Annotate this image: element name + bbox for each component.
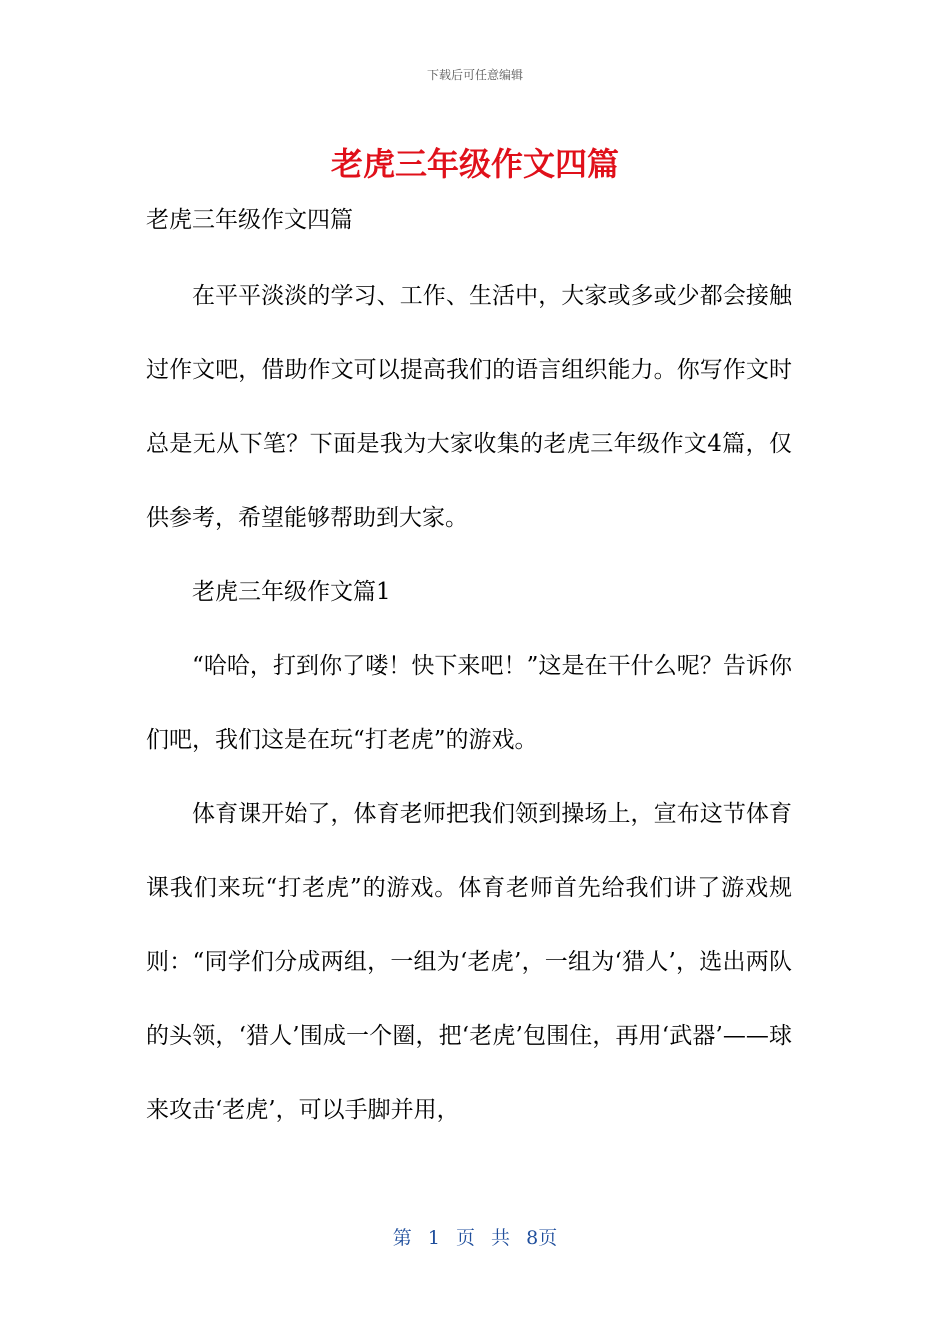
footer-prefix: 第: [392, 1227, 412, 1249]
footer-current-page: 1: [427, 1227, 440, 1249]
footer-total-word: 共: [491, 1227, 511, 1249]
paragraph: 体育课开始了，体育老师把我们领到操场上，宣布这节体育课我们来玩“打老虎”的游戏。体育老师首先给我们讲了游戏规则：“同学们分成两组，一组为‘老虎’，一组为‘猎人’，选出两队的头领，‘猎人’围成一个圈，把‘老虎’包围住，再用‘武器’——球来攻击‘老虎’，可以手脚并用，: [146, 801, 792, 1123]
page-number-footer: [0, 1224, 950, 1252]
section-heading: 老虎三年级作文篇1: [192, 579, 391, 605]
document-title: 老虎三年级作文四篇: [330, 145, 619, 183]
paragraph: “哈哈，打到你了喽！快下来吧！”这是在干什么呢？告诉你们吧，我们这是在玩“打老虎”的游戏。: [146, 653, 792, 753]
page-header-note: 下载后可任意编辑: [426, 68, 523, 82]
footer-page-word: 页: [455, 1227, 475, 1249]
footer-total-pages: 8页: [526, 1227, 558, 1249]
document-body: [146, 259, 792, 1147]
paragraph-intro: 在平平淡淡的学习、工作、生活中，大家或多或少都会接触过作文吧，借助作文可以提高我们的语言组织能力。你写作文时总是无从下笔？下面是我为大家收集的老虎三年级作文4篇，仅供参考，希望能够帮助到大家。: [146, 283, 792, 531]
document-subtitle: 老虎三年级作文四篇: [146, 207, 353, 233]
